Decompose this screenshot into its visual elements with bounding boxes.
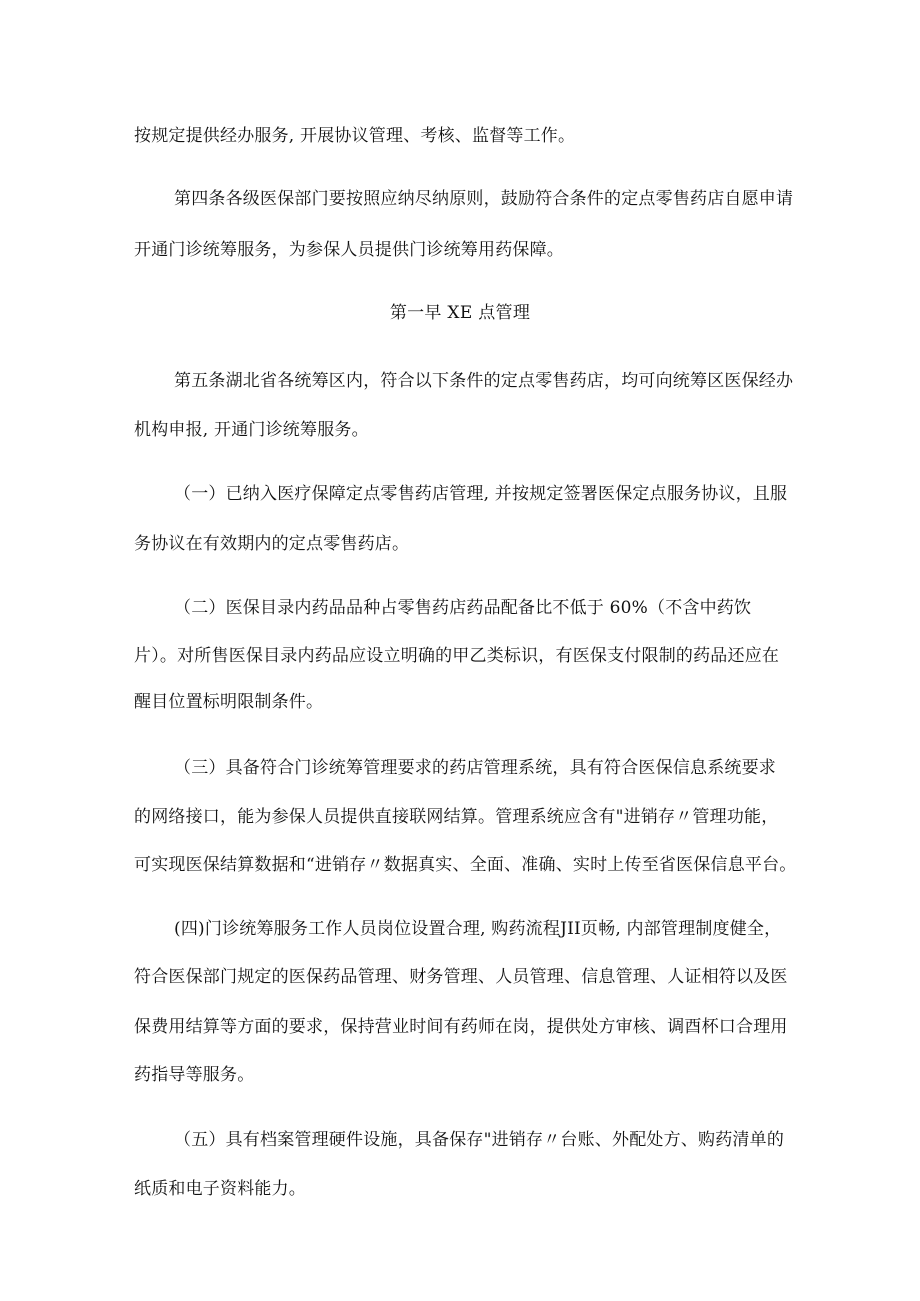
paragraph-article-4-line-2: 开通门诊统筹服务，为参保人员提供门诊统筹用药保障。 [134,240,564,260]
paragraph-service-continuation-line-1: 按规定提供经办服务, 开展协议管理、考核、监督等工作。 [134,126,576,146]
paragraph-item-4-line-4: 药指导等服务。 [134,1065,255,1085]
paragraph-item-1-line-1: （一）已纳入医疗保障定点零售药店管理, 并按规定签署医保定点服务协议，且服 [174,484,788,504]
paragraph-item-5-line-2: 纸质和电子资料能力。 [134,1179,306,1199]
paragraph-article-5-line-2: 机构申报, 开通门诊统筹服务。 [134,420,369,440]
paragraph-item-1-line-2: 务协议在有效期内的定点零售药店。 [134,534,410,554]
paragraph-item-3-line-2: 的网络接口，能为参保人员提供直接联网结算。管理系统应含有"进销存〃管理功能， [134,807,779,827]
paragraph-item-2-line-1: （二）医保目录内药品品种占零售药店药品配备比不低于 60%（不含中药饮 [174,598,752,618]
paragraph-item-4-line-1: (四)门诊统筹服务工作人员岗位设置合理, 购药流程JII页畅, 内部管理制度健全， [174,919,782,939]
paragraph-item-3-line-3: 可实现医保结算数据和“进销存〃数据真实、全面、准确、实时上传至省医保信息平台。 [134,855,797,875]
paragraph-article-5-line-1: 第五条湖北省各统筹区内，符合以下条件的定点零售药店，均可向统筹区医保经办 [174,371,794,391]
paragraph-item-2-line-3: 醒目位置标明限制条件。 [134,692,324,712]
paragraph-item-2-line-2: 片）。对所售医保目录内药品应设立明确的甲乙类标识，有医保支付限制的药品还应在 [134,646,780,666]
chapter-heading: 第一早 XE 点管理 [389,303,531,323]
paragraph-item-5-line-1: （五）具有档案管理硬件设施，具备保存"进销存〃台账、外配处方、购药清单的 [174,1130,785,1150]
paragraph-article-4-line-1: 第四条各级医保部门要按照应纳尽纳原则，鼓励符合条件的定点零售药店自愿申请 [174,189,794,209]
paragraph-item-4-line-3: 保费用结算等方面的要求，保持营业时间有药师在岗，提供处方审核、调酉杯口合理用 [134,1017,788,1037]
paragraph-item-4-line-2: 符合医保部门规定的医保药品管理、财务管理、人员管理、信息管理、人证相符以及医 [134,967,788,987]
paragraph-item-3-line-1: （三）具备符合门诊统筹管理要求的药店管理系统，具有符合医保信息系统要求 [174,758,776,778]
